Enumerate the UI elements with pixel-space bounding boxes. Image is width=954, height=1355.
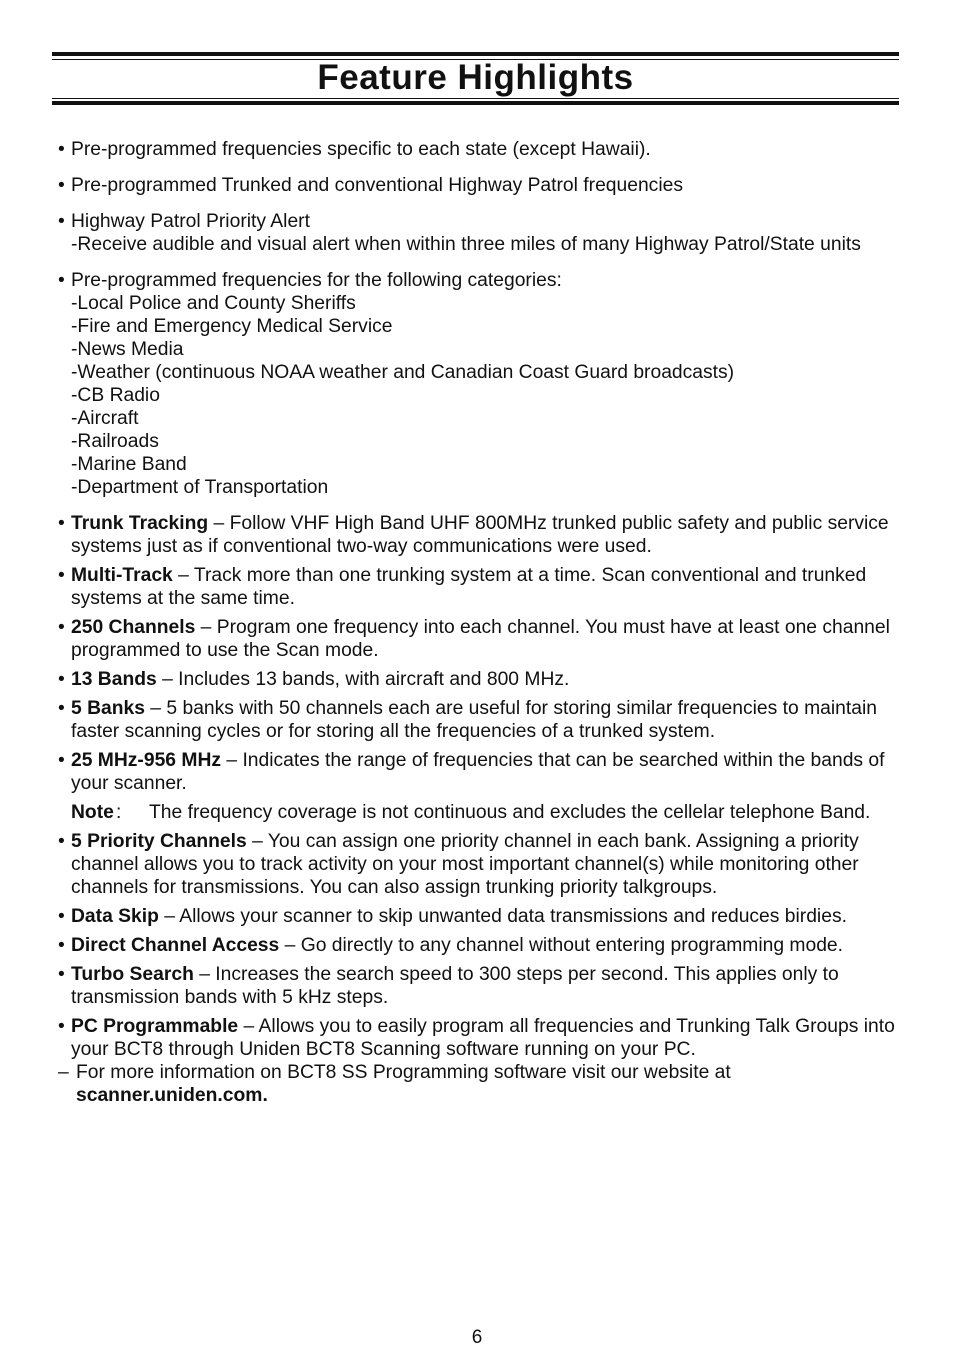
feature-text: – Track more than one trunking system at a time. Scan conventional and trunked systems at the same time. [71,565,867,609]
note-label: Note [71,802,114,823]
feature-label: Turbo Search [71,964,194,985]
feature-item [58,963,906,1009]
feature-item [58,905,906,928]
feature-text: – Increases the search speed to 300 steps per second. This applies only to transmission bands with 5 kHz steps. [71,964,839,1008]
feature-label: Trunk Tracking [71,513,209,534]
bullet: • [58,139,65,160]
bullet: • [58,698,65,719]
feature-list [58,138,906,1113]
bullet: • [58,211,65,232]
feature-item [58,934,906,957]
feature-text: – Allows your scanner to skip unwanted data transmissions and reduces birdies. [158,906,847,927]
category-line: -Department of Transportation [71,477,329,498]
feature-item [58,512,906,558]
item-line: Highway Patrol Priority Alert [71,211,310,232]
feature-text: – Allows you to easily program all frequencies and Trunking Talk Groups into your BCT8 through Uniden BCT8 Scanning software running on your PC. [71,1016,895,1060]
bullet: • [58,906,65,927]
dash: – [58,1062,69,1083]
feature-text: – Follow VHF High Band UHF 800MHz trunked public safety and public service systems just as if conventional two-way communications were used. [71,513,889,557]
feature-text: – 5 banks with 50 channels each are useful for storing similar frequencies to maintain faster scanning cycles or for storing all the frequencies of a trunked system. [71,698,877,742]
title-rule-bottom [52,101,899,105]
category-line: -News Media [71,339,184,360]
list-item [58,174,906,197]
feature-text: – You can assign one priority channel in each bank. Assigning a priority channel allows you to track activity on your most important channel(s) while monitoring other channels for transmissions. You can also assign trunking priority talkgroups. [71,831,859,898]
feature-label: 13 Bands [71,669,157,690]
note-colon: : [116,802,122,823]
list-item [58,210,906,256]
category-line: -Weather (continuous NOAA weather and Canadian Coast Guard broadcasts) [71,362,735,383]
item-line: Pre-programmed frequencies specific to each state (except Hawaii). [71,139,651,160]
feature-text: – Indicates the range of frequencies that can be searched within the bands of your scanner. [71,750,885,794]
feature-item [58,749,906,795]
bullet: • [58,1016,65,1037]
category-line: -Marine Band [71,454,187,475]
title-rule-top [52,52,899,56]
frequency-note [71,801,906,824]
feature-label: Data Skip [71,906,159,927]
category-line: -Local Police and County Sheriffs [71,293,356,314]
feature-label: Direct Channel Access [71,935,280,956]
feature-item [58,830,906,899]
list-item [58,138,906,161]
item-line: -Receive audible and visual alert when within three miles of many Highway Patrol/State units [71,234,861,255]
title-rule-bottom-thin [52,98,899,99]
list-item [58,269,906,499]
feature-item [58,697,906,743]
bullet: • [58,175,65,196]
page-number: 6 [471,1327,483,1348]
feature-label: PC Programmable [71,1016,239,1037]
feature-label: 5 Priority Channels [71,831,247,852]
feature-item [58,668,906,691]
bullet: • [58,935,65,956]
bullet: • [58,617,65,638]
feature-text: – Go directly to any channel without entering programming mode. [279,935,844,956]
website-url[interactable]: scanner.uniden.com. [76,1085,268,1106]
category-line: -Aircraft [71,408,139,429]
feature-label: 5 Banks [71,698,145,719]
bullet: • [58,669,65,690]
item-line: Pre-programmed Trunked and conventional Highway Patrol frequencies [71,175,683,196]
page-title: Feature Highlights [317,58,634,97]
category-line: -Railroads [71,431,159,452]
note-text: The frequency coverage is not continuous and excludes the cellelar telephone Band. [149,802,871,823]
category-line: -CB Radio [71,385,160,406]
feature-label: Multi-Track [71,565,173,586]
feature-item [58,564,906,610]
bullet: • [58,750,65,771]
item-line: Pre-programmed frequencies for the following categories: [71,270,562,291]
feature-text: – Includes 13 bands, with aircraft and 800 MHz. [156,669,570,690]
feature-label: 25 MHz-956 MHz [71,750,222,771]
website-note [58,1061,906,1107]
bullet: • [58,565,65,586]
bullet: • [58,964,65,985]
website-line [58,1061,906,1107]
bullet: • [58,831,65,852]
feature-item [58,1015,906,1107]
feature-item [58,616,906,662]
feature-text: – Program one frequency into each channel. You must have at least one channel programmed to use the Scan mode. [71,617,890,661]
feature-label: 250 Channels [71,617,196,638]
bullet: • [58,513,65,534]
website-text: For more information on BCT8 SS Programming software visit our website at [76,1062,731,1083]
bullet: • [58,270,65,291]
category-line: -Fire and Emergency Medical Service [71,316,393,337]
